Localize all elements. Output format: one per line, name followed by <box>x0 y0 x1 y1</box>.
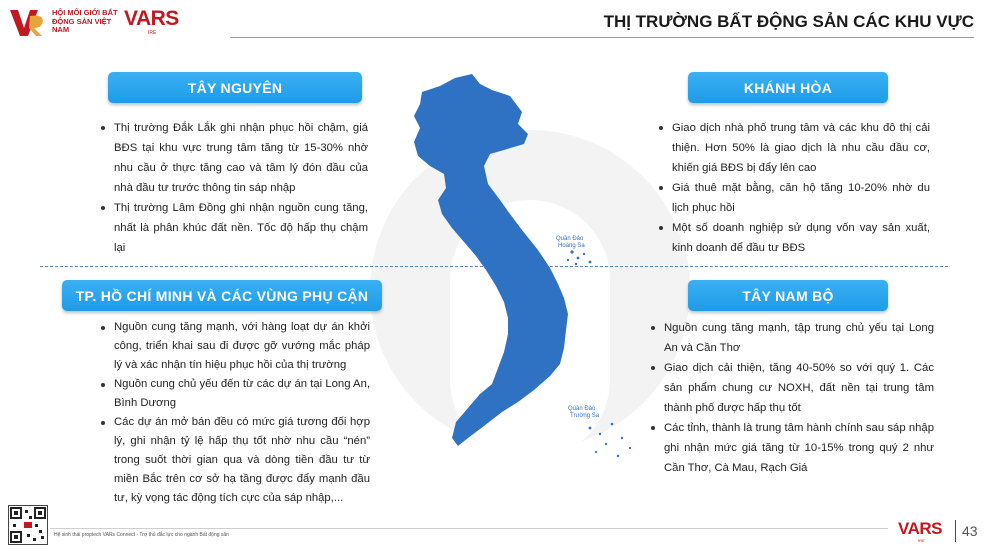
org-name: HỘI MÔI GIỚI BẤT ĐỘNG SẢN VIỆT NAM <box>52 8 118 34</box>
hcm-bullets <box>100 318 370 508</box>
bullet-item: Giao dịch nhà phố trung tâm và các khu đô thị cải thiện. Hơn 50% là giao dịch là nhu cầu đầu cơ, khiến giá BĐS bị đẩy lên cao <box>658 118 930 178</box>
region-label-khanh-hoa: KHÁNH HÒA <box>688 72 888 103</box>
bullet-item: Các tỉnh, thành là trung tâm hành chính sau sáp nhập ghi nhận mức giá tăng từ 10-15% trong quý 2 như Cần Thơ, Cà Mau, Rạch Giá <box>650 418 934 478</box>
vietnam-map-shape <box>414 74 568 446</box>
bullet-item: Nguồn cung tăng mạnh, với hàng loạt dự án khởi công, triển khai sau đi được gỡ vướng mắc pháp lý và xác nhận tín hiệu phục hồi của thị trường <box>100 318 370 375</box>
hoang-sa-label: Quần Đảo Hoàng Sa <box>556 236 585 249</box>
vars-logo: VARS <box>124 7 179 30</box>
header-divider <box>230 37 974 38</box>
qr-code-icon <box>8 505 48 545</box>
bullet-item: Thị trường Đắk Lắk ghi nhận phục hồi chậm, giá BĐS tại khu vực trung tâm tăng từ 15-30% nhờ nhu cầu ở thực tăng cao và tâm lý đón đầu của nhà đầu tư trước thông tin sáp nhập <box>100 118 368 198</box>
bullet-item: Các dự án mở bán đều có mức giá tương đối hợp lý, ghi nhận tỷ lệ hấp thụ tốt nhờ nhu cầu “nén” trong suốt thời gian qua và dòng tiền đầu tư từ miền Bắc trên cơ sở hạ tầng được đẩy mạnh đầu tư, kỳ vọng tác động tích cực của sáp nhập,... <box>100 413 370 508</box>
page-title: THỊ TRƯỜNG BẤT ĐỘNG SẢN CÁC KHU VỰC <box>603 12 974 31</box>
page-number: 43 <box>962 523 978 539</box>
khanh-hoa-bullets <box>658 118 930 258</box>
bullet-item: Thị trường Lâm Đồng ghi nhận nguồn cung tăng, nhất là phân khúc đất nền. Tốc độ hấp thụ chậm lại <box>100 198 368 258</box>
bullet-item: Giá thuê mặt bằng, căn hộ tăng 10-20% nhờ du lịch phục hồi <box>658 178 930 218</box>
footer-text: Hệ sinh thái proptech VARs Connect - Trợ thủ đắc lực cho ngành Bất động sản <box>54 532 229 538</box>
footer-divider <box>50 528 888 529</box>
footer-separator <box>955 520 956 542</box>
bullet-item: Giao dịch cải thiện, tăng 40-50% so với quý 1. Các sản phẩm chung cư NOXH, đất nền tại trung tâm thành phố được hấp thụ tốt <box>650 358 934 418</box>
bullet-item: Nguồn cung tăng mạnh, tập trung chủ yếu tại Long An và Cần Thơ <box>650 318 934 358</box>
bullet-item: Một số doanh nghiệp sử dụng vốn vay sản xuất, kinh doanh để đầu tư BĐS <box>658 218 930 258</box>
bullet-item: Nguồn cung chủ yếu đến từ các dự án tại Long An, Bình Dương <box>100 375 370 413</box>
footer-vars-logo-sub: IRE <box>918 538 925 543</box>
footer-vars-logo: VARS <box>898 519 942 538</box>
hoang-sa-islands <box>567 250 592 265</box>
region-label-hcm: TP. HỒ CHÍ MINH VÀ CÁC VÙNG PHỤ CẬN <box>62 280 382 311</box>
region-label-tay-nam-bo: TÂY NAM BỘ <box>688 280 888 311</box>
tay-nam-bo-bullets <box>650 318 934 478</box>
truong-sa-label: Quần Đảo Trường Sa <box>568 406 600 419</box>
tay-nguyen-bullets <box>100 118 368 258</box>
truong-sa-islands <box>589 423 632 457</box>
association-logo-icon <box>8 8 48 38</box>
region-label-tay-nguyen: TÂY NGUYÊN <box>108 72 362 103</box>
vietnam-map <box>400 72 660 517</box>
vars-logo-sub: IRE <box>148 30 157 36</box>
